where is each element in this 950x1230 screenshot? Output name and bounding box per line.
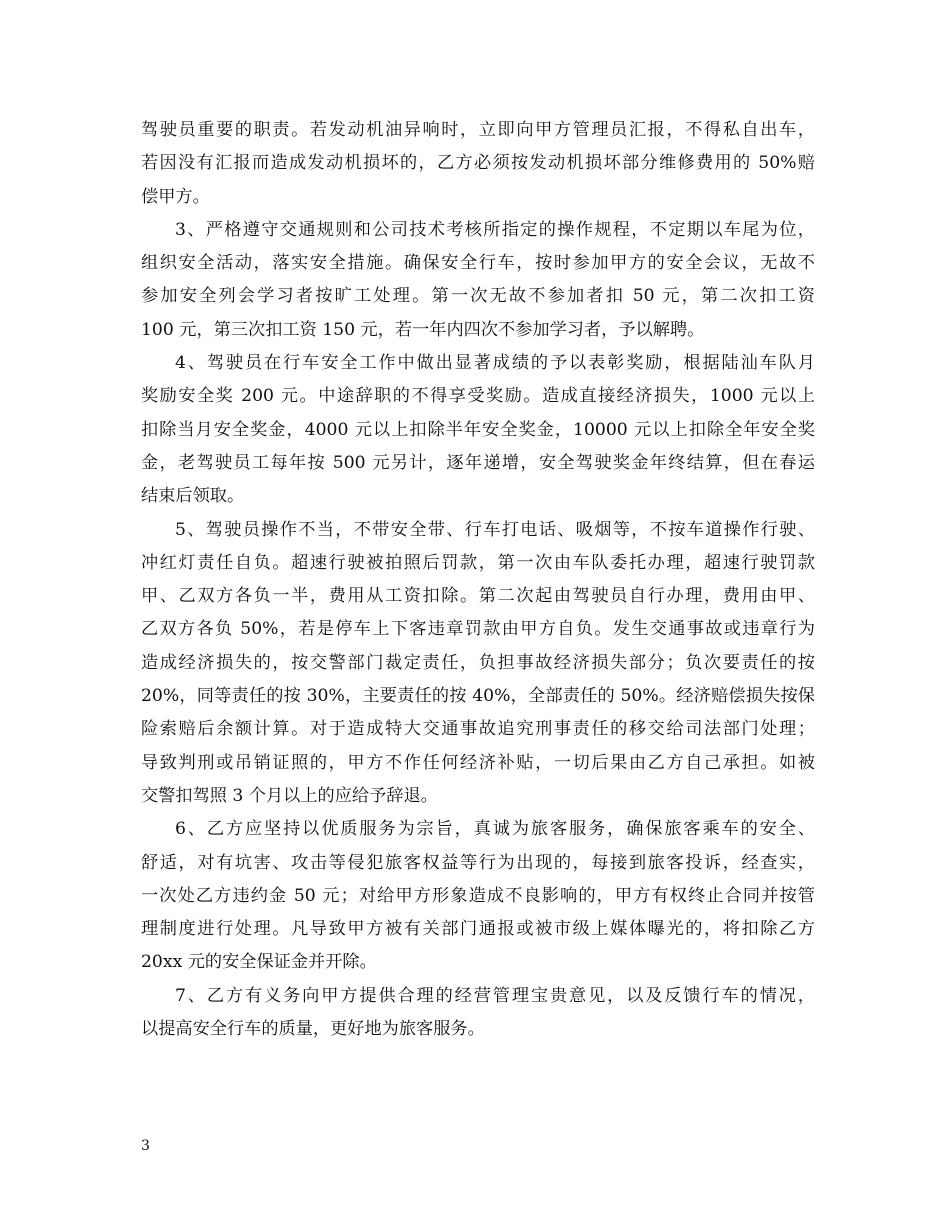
text-line: 20xx 元的安全保证金并开除。 <box>141 952 377 973</box>
text-line: 组织安全活动，落实安全措施。确保安全行车，按时参加甲方的安全会议，无故不 <box>141 253 815 274</box>
text-line: 金，老驾驶员工每年按 500 元另计，逐年递增，安全驾驶奖金年终结算，但在春运 <box>141 452 815 473</box>
text-line: 20%，同等责任的按 30%，主要责任的按 40%，全部责任的 50%。经济赔偿损失按保 <box>141 686 815 707</box>
text-line: 乙双方各负 50%，若是停车上下客违章罚款由甲方自负。发生交通事故或违章行为 <box>141 619 815 640</box>
paragraph-item-5 <box>141 514 815 814</box>
text-line: 参加安全列会学习者按旷工处理。第一次无故不参加者扣 50 元，第二次扣工资 <box>141 286 815 307</box>
paragraph-item-6 <box>141 813 815 979</box>
paragraph-continuation <box>141 114 815 214</box>
text-line: 舒适，对有坑害、攻击等侵犯旅客权益等行为出现的，每接到旅客投诉，经查实， <box>141 852 815 873</box>
text-line: 3、严格遵守交通规则和公司技术考核所指定的操作规程，不定期以车尾为位， <box>175 219 815 240</box>
text-line: 驾驶员重要的职责。若发动机油异响时，立即向甲方管理员汇报，不得私自出车， <box>141 120 815 140</box>
text-line: 5、驾驶员操作不当，不带安全带、行车打电话、吸烟等，不按车道操作行驶、 <box>175 519 815 540</box>
text-line: 理制度进行处理。凡导致甲方被有关部门通报或被市级上媒体曝光的，将扣除乙方 <box>141 919 815 940</box>
paragraph-item-7 <box>141 980 815 1047</box>
text-line: 偿甲方。 <box>141 186 210 207</box>
text-line: 以提高安全行车的质量，更好地为旅客服务。 <box>141 1019 485 1040</box>
text-line: 扣除当月安全奖金，4000 元以上扣除半年安全奖金，10000 元以上扣除全年安全奖 <box>141 419 815 440</box>
text-line: 导致判刑或吊销证照的，甲方不作任何经济补贴，一切后果由乙方自己承担。如被 <box>141 752 815 773</box>
text-line: 若因没有汇报而造成发动机损坏的，乙方必须按发动机损坏部分维修费用的 50%赔 <box>141 153 815 174</box>
text-line: 结束后领取。 <box>141 486 245 507</box>
text-line: 甲、乙双方各负一半，费用从工资扣除。第二次起由驾驶员自行办理，费用由甲、 <box>141 586 815 607</box>
text-line: 7、乙方有义务向甲方提供合理的经营管理宝贵意见，以及反馈行车的情况， <box>175 985 815 1006</box>
text-line: 造成经济损失的，按交警部门裁定责任，负担事故经济损失部分；负次要责任的按 <box>141 652 815 673</box>
text-line: 冲红灯责任自负。超速行驶被拍照后罚款，第一次由车队委托办理，超速行驶罚款 <box>141 552 815 573</box>
text-line: 奖励安全奖 200 元。中途辞职的不得享受奖励。造成直接经济损失，1000 元以上 <box>141 386 815 407</box>
text-line: 100 元，第三次扣工资 150 元，若一年内四次不参加学习者，予以解聘。 <box>141 319 705 340</box>
paragraph-item-4 <box>141 347 815 513</box>
text-line: 6、乙方应坚持以优质服务为宗旨，真诚为旅客服务，确保旅客乘车的安全、 <box>175 819 815 840</box>
page-number: 3 <box>141 1138 150 1154</box>
text-line: 4、驾驶员在行车安全工作中做出显著成绩的予以表彰奖励，根据陆汕车队月 <box>175 353 815 374</box>
document-body <box>141 114 815 1046</box>
text-line: 交警扣驾照 3 个月以上的应给予辞退。 <box>141 785 438 806</box>
text-line: 一次处乙方违约金 50 元；对给甲方形象造成不良影响的，甲方有权终止合同并按管 <box>141 885 815 906</box>
paragraph-item-3 <box>141 214 815 347</box>
text-line: 险索赔后余额计算。对于造成特大交通事故追究刑事责任的移交给司法部门处理； <box>141 719 815 740</box>
